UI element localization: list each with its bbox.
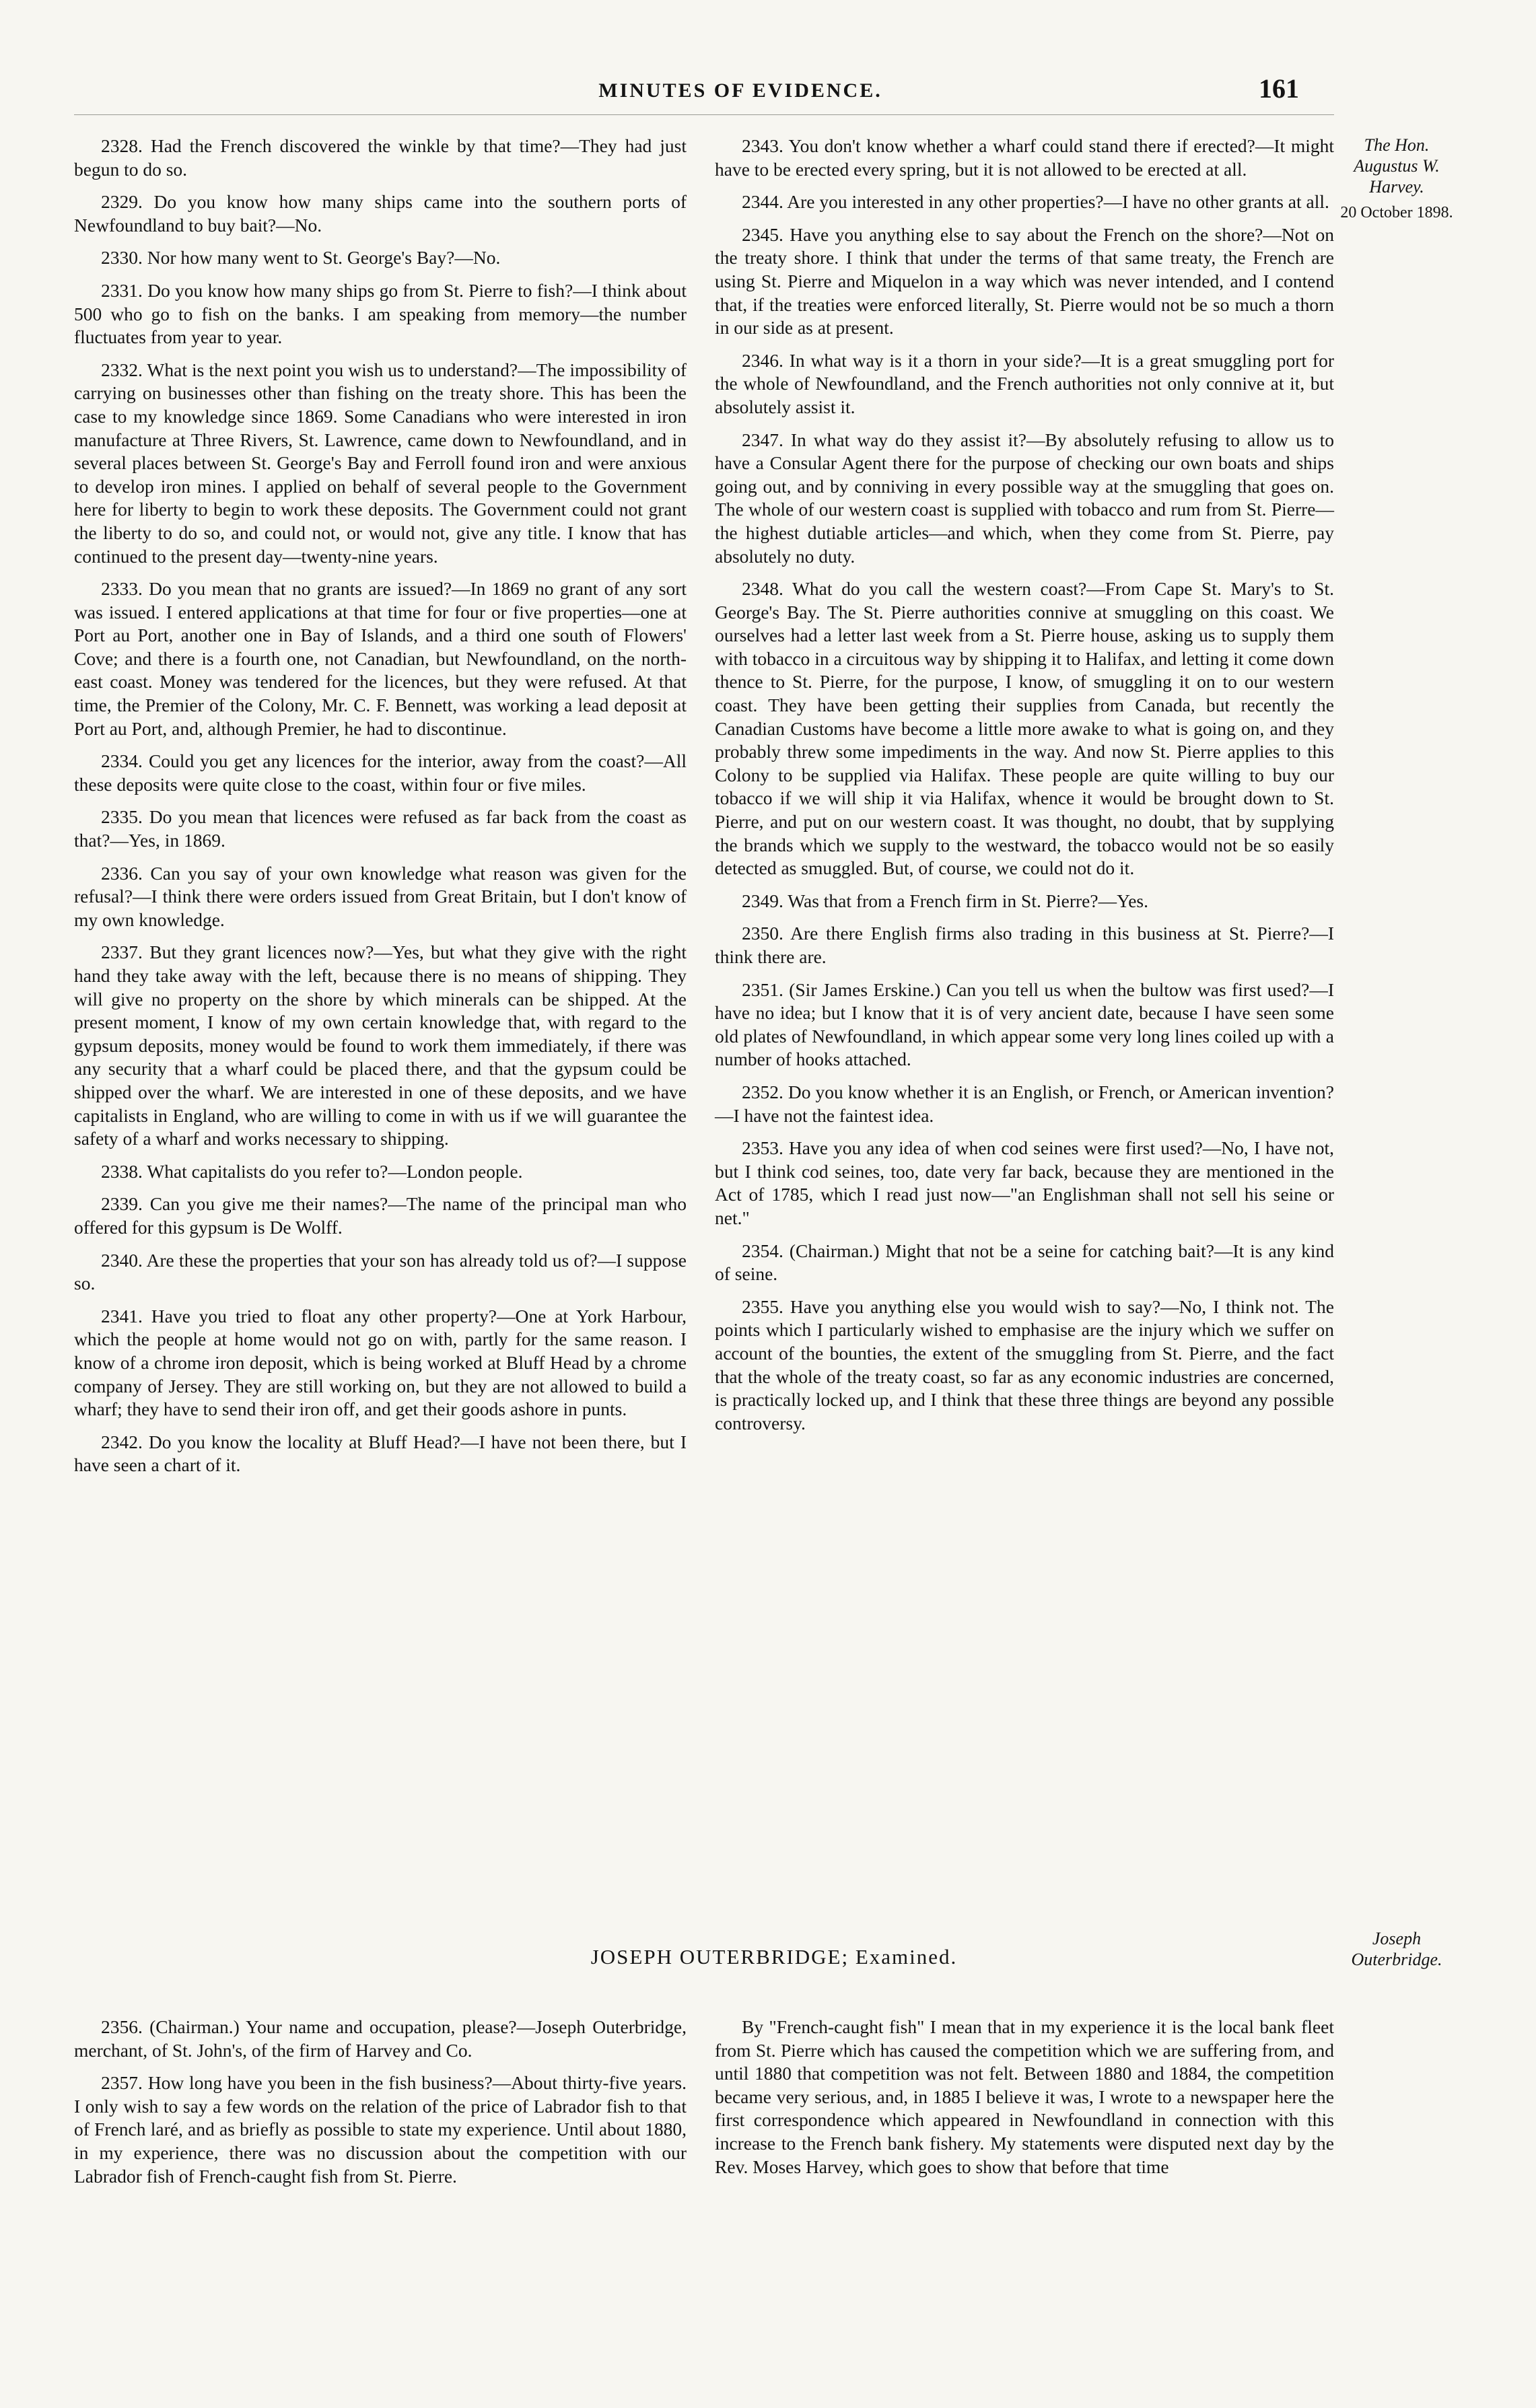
question-paragraph: By "French-caught fish" I mean that in my experience it is the local bank fleet from St. Pierre which has caused the competition which we are suffering from, and until 1880 that competition was not felt. Between 1880 and 1884, the competition became very serious, and, in 1885 I believe it was, I wrote to a newspaper here the first correspondence which appeared in Newfoundland in connection with this increase to the French bank fishery. My statements were disputed next day by the Rev. Moses Harvey, which goes to show that before that time bbox=[715, 2016, 1334, 2177]
question-paragraph: 2349. Was that from a French firm in St. Pierre?—Yes. bbox=[742, 890, 1148, 911]
margin-note-witness-name: The Hon. Augustus W. Harvey. bbox=[1354, 135, 1440, 197]
section-heading: JOSEPH OUTERBRIDGE; Examined. bbox=[590, 1945, 958, 1969]
question-paragraph: 2338. What capitalists do you refer to?—London people. bbox=[101, 1160, 523, 1182]
column-left-lower bbox=[74, 2016, 687, 2197]
header-rule bbox=[74, 114, 1334, 115]
question-paragraph: 2344. Are you interested in any other properties?—I have no other grants at all. bbox=[742, 191, 1329, 213]
question-paragraph: 2355. Have you anything else you would wish to say?—No, I think not. The points which I particularly wished to emphasise are the injury which we suffer on account of the bounties, the extent of the smuggling from St. Pierre, and the fact that the whole of the treaty coast, so far as any economic industries are concerned, is practically locked up, and I think that these three things are beyond any possible controversy. bbox=[715, 1296, 1334, 1433]
margin-note-witness-harvey bbox=[1339, 135, 1454, 223]
question-paragraph: 2351. (Sir James Erskine.) Can you tell us when the bultow was first used?—I have no idea; but I know that it is of very ancient date, because I have seen some old plates of Newfoundland, in which appear some very long lines coiled up with a number of hooks attached. bbox=[715, 979, 1334, 1070]
margin-note-date: 20 October 1898. bbox=[1340, 204, 1453, 221]
question-paragraph: 2336. Can you say of your own knowledge what reason was given for the refusal?—I think there were orders issued from Great Britain, but I don't know of my own knowledge. bbox=[74, 862, 687, 930]
question-paragraph: 2340. Are these the properties that your son has already told us of?—I suppose so. bbox=[74, 1249, 687, 1294]
question-paragraph: 2343. You don't know whether a wharf could stand there if erected?—It might have to be erected every spring, but it is not allowed to be erected at all. bbox=[715, 135, 1334, 180]
question-paragraph: 2346. In what way is it a thorn in your side?—It is a great smuggling port for the whole of Newfoundland, and the French authorities not only connive at it, but absolutely assist it. bbox=[715, 349, 1334, 417]
running-head: MINUTES OF EVIDENCE. bbox=[598, 79, 882, 102]
question-paragraph: 2332. What is the next point you wish us to understand?—The impossibility of carrying on businesses other than fishing on the treaty shore. This has been the case to my knowledge since 1869. Some Canadians who were interested in iron manufacture at Three Rivers, St. Lawrence, came down to Newfoundland, and in several places between St. George's Bay and Ferroll found iron and were anxious to develop iron mines. I applied on behalf of several people to the Government here for liberty to begin to work these deposits. The Government could not grant the liberty to do so, and could not, or would not, give any title. I know that has continued to the present day—twenty-nine years. bbox=[74, 359, 687, 567]
question-paragraph: 2345. Have you anything else to say about the French on the shore?—Not on the treaty shore. I think that under the terms of that same treaty, the French are using St. Pierre and Miquelon in a way which was never intended, and I contend that, if the treaties were enforced literally, St. Pierre would not be so much a thorn in our side as at present. bbox=[715, 223, 1334, 339]
question-paragraph: 2331. Do you know how many ships go from St. Pierre to fish?—I think about 500 who go to fish on the banks. I am speaking from memory—the number fluctuates from year to year. bbox=[74, 279, 687, 348]
column-left-upper bbox=[74, 135, 687, 1487]
margin-note-witness-outerbridge: Joseph Outerbridge. bbox=[1351, 1929, 1442, 1969]
question-paragraph: 2333. Do you mean that no grants are issued?—In 1869 no grant of any sort was issued. I entered applications at that time for four or five properties—one at Port au Port, another one in Bay of Islands, and a third one south of Flowers' Cove; and there is a fourth one, not Canadian, but Newfoundland, on the north-east coast. Money was tendered for the licences, but they were refused. At that time, the Premier of the Colony, Mr. C. F. Bennett, was working a lead deposit at Port au Port, and, although Premier, he had to discontinue. bbox=[74, 578, 687, 739]
question-paragraph: 2357. How long have you been in the fish business?—About thirty-five years. I only wish to say a few words on the relation of the price of Labrador fish to that of French laré, and as briefly as possible to state my experience. Until about 1880, in my experience, there was no discussion about the competition with our Labrador fish of French-caught fish from St. Pierre. bbox=[74, 2072, 687, 2187]
question-paragraph: 2335. Do you mean that licences were refused as far back from the coast as that?—Yes, in 1869. bbox=[74, 806, 687, 851]
question-paragraph: 2354. (Chairman.) Might that not be a seine for catching bait?—It is any kind of seine. bbox=[715, 1240, 1334, 1285]
question-paragraph: 2356. (Chairman.) Your name and occupation, please?—Joseph Outerbridge, merchant, of St. John's, of the firm of Harvey and Co. bbox=[74, 2016, 687, 2061]
question-paragraph: 2342. Do you know the locality at Bluff Head?—I have not been there, but I have seen a chart of it. bbox=[74, 1431, 687, 1476]
column-right-upper bbox=[715, 135, 1334, 1444]
question-paragraph: 2348. What do you call the western coast?—From Cape St. Mary's to St. George's Bay. The St. Pierre authorities connive at smuggling on this coast. We ourselves had a letter last week from a St. Pierre house, asking us to supply them with tobacco in a circuitous way by shipping it to Halifax, and letting it come down thence to St. Pierre, for the purpose, I know, of smuggling it on to our western coast. They have been getting their supplies from Canada, but recently the Canadian Customs have become a little more awake to what is going on, and they probably threw some impediments in the way. And now St. Pierre applies to this Colony to be supplied via Halifax. These people are quite willing to buy our tobacco if we will ship it via Halifax, whence it would be brought down to St. Pierre, and put on our western coast. It was thought, no doubt, that by supplying the brands which we supply to the westward, the tobacco would not be so easily detected as smuggled. But, of course, we could not do it. bbox=[715, 578, 1334, 879]
question-paragraph: 2339. Can you give me their names?—The name of the principal man who offered for this gypsum is De Wolff. bbox=[74, 1193, 687, 1238]
question-paragraph: 2329. Do you know how many ships came into the southern ports of Newfoundland to buy bait?—No. bbox=[74, 191, 687, 236]
question-paragraph: 2328. Had the French discovered the winkle by that time?—They had just begun to do so. bbox=[74, 135, 687, 180]
page-number: 161 bbox=[1259, 73, 1299, 104]
question-paragraph: 2350. Are there English firms also trading in this business at St. Pierre?—I think there are. bbox=[715, 923, 1334, 967]
question-paragraph: 2353. Have you any idea of when cod seines were first used?—No, I have not, but I think cod seines, too, date very far back, because they are mentioned in the Act of 1785, which I read just now—"an Englishman shall not sell his seine or net." bbox=[715, 1137, 1334, 1228]
question-paragraph: 2341. Have you tried to float any other property?—One at York Harbour, which the people at home would not go on with, partly for the same reason. I know of a chrome iron deposit, which is being worked at Bluff Head by a chrome company of Jersey. They are still working on, but they are not allowed to build a wharf; they have to send their iron off, and get their goods ashore in punts. bbox=[74, 1305, 687, 1420]
question-paragraph: 2347. In what way do they assist it?—By absolutely refusing to allow us to have a Consular Agent there for the purpose of checking our own boats and ships going out, and by conniving in every possible way at the smuggling that goes on. The whole of our western coast is supplied with tobacco and rum from St. Pierre—the highest dutiable articles—and which, when they come from St. Pierre, pay absolutely no duty. bbox=[715, 429, 1334, 567]
question-paragraph: 2352. Do you know whether it is an English, or French, or American invention?—I have not the faintest idea. bbox=[715, 1081, 1334, 1126]
question-paragraph: 2337. But they grant licences now?—Yes, but what they give with the right hand they take away with the left, because there is no means of shipping. They will give no property on the shore by which minerals can be shipped. At the present moment, I know of my own certain knowledge that, with regard to the gypsum deposits, money would be found to work them immediately, if there was any security that a wharf could be placed there, and that the gypsum could be shipped over the wharf. We are interested in one of these deposits, and we have capitalists in England, who are willing to come in with us if we will guarantee the safety of a wharf and works necessary to shipping. bbox=[74, 942, 687, 1149]
column-right-lower bbox=[715, 2016, 1334, 2188]
question-paragraph: 2334. Could you get any licences for the interior, away from the coast?—All these deposits were quite close to the coast, within four or five miles. bbox=[74, 750, 687, 795]
question-paragraph: 2330. Nor how many went to St. George's Bay?—No. bbox=[101, 247, 501, 269]
